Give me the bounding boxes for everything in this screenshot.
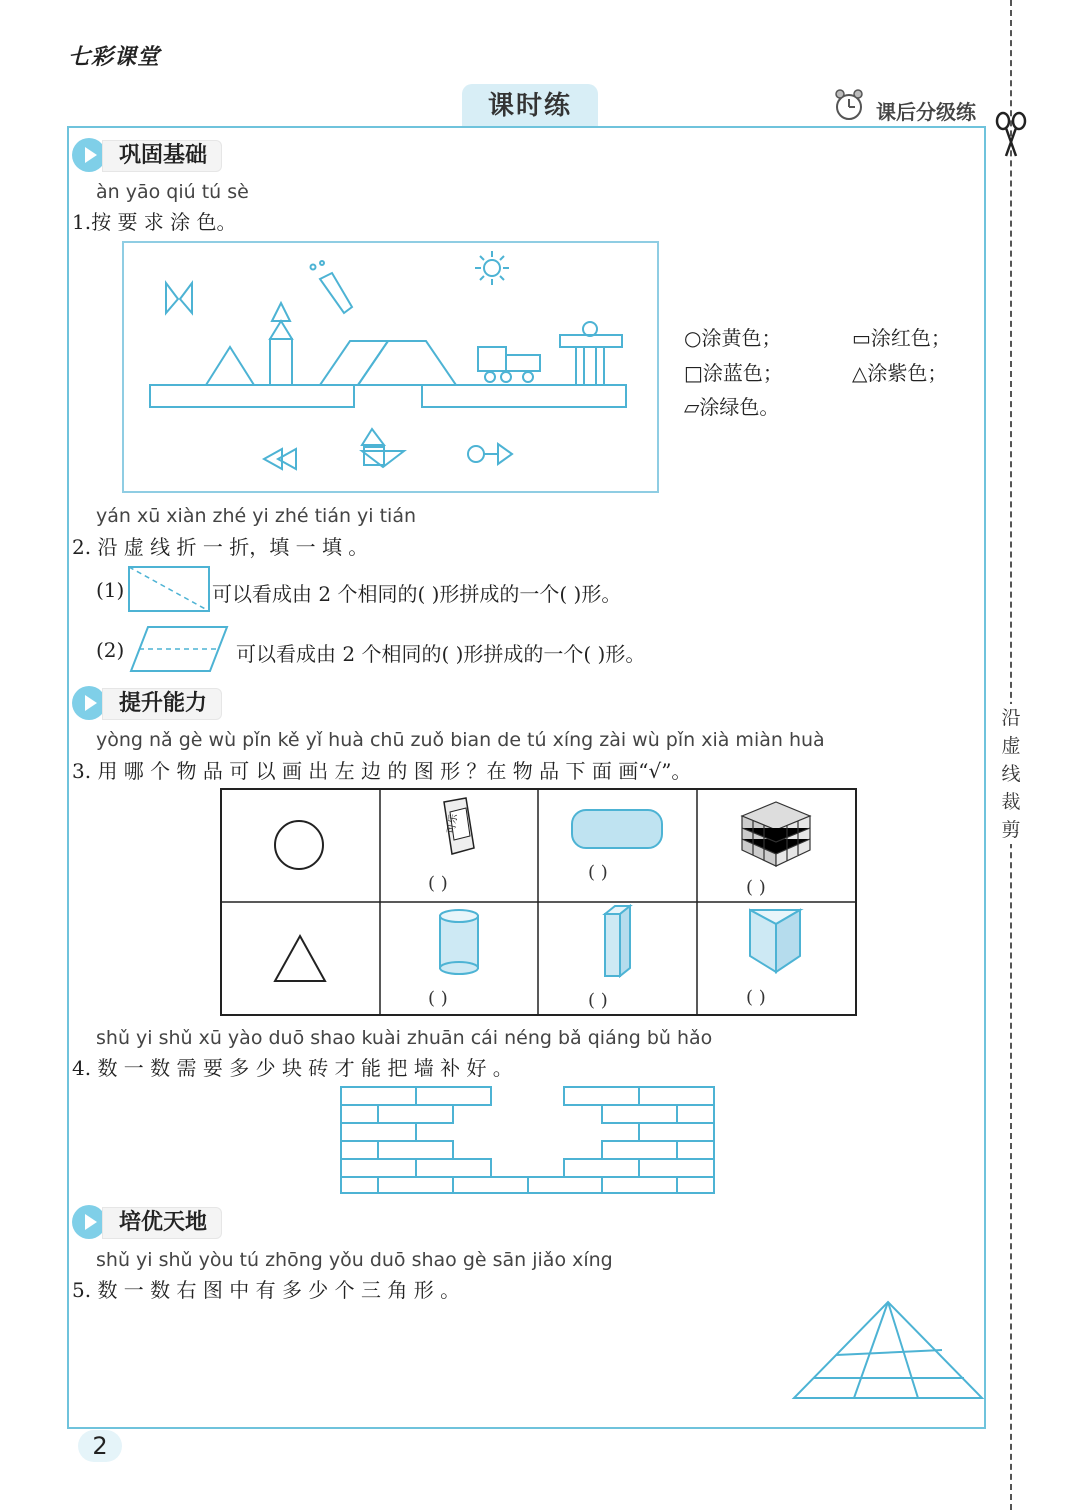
- legend-triangle-purple: △涂紫色；: [852, 361, 948, 385]
- q5-text: 5. 数 一 数 右 图 中 有 多 少 个 三 角 形 。: [72, 1278, 461, 1302]
- blank-cola[interactable]: ( ): [428, 873, 448, 894]
- blank-cube[interactable]: ( ): [746, 877, 766, 898]
- legend-circle-yellow: ○涂黄色；: [684, 326, 782, 350]
- q4-pinyin: shǔ yi shǔ xū yào duō shao kuài zhuān cái néng bǎ qiáng bǔ hǎo: [96, 1027, 713, 1049]
- page-number: 2: [78, 1430, 122, 1462]
- level-label: 课后分级练: [876, 100, 976, 124]
- cola-label: 可乐: [445, 813, 461, 835]
- prism-object: [605, 906, 630, 976]
- play-circle-icon: [72, 138, 106, 172]
- q3-table: [220, 788, 857, 1016]
- q2-parallelogram-figure: [130, 626, 228, 672]
- q2-item2-text: 可以看成由 2 个相同的( )形拼成的一个( )形。: [236, 642, 646, 666]
- page-title-tab: 课时练: [462, 84, 598, 126]
- q2-item1-text: 可以看成由 2 个相同的( )形拼成的一个( )形。: [212, 582, 622, 606]
- legend-square-blue: □涂蓝色；: [684, 361, 783, 385]
- q2-text: 2. 沿 虚 线 折 一 折，填 一 填 。: [72, 535, 369, 559]
- triangular-prism-object: [750, 910, 800, 972]
- q4-text: 4. 数 一 数 需 要 多 少 块 砖 才 能 把 墙 补 好 。: [72, 1056, 513, 1080]
- cylinder-object: [440, 910, 478, 974]
- triangle-count-figure: [792, 1300, 984, 1400]
- brick-wall-figure: [340, 1086, 715, 1194]
- section-title: 提升能力: [102, 688, 222, 720]
- section-title: 巩固基础: [102, 140, 222, 172]
- blank-triangular-prism[interactable]: ( ): [746, 987, 766, 1008]
- blank-cylinder[interactable]: ( ): [428, 988, 448, 1009]
- alarm-clock-icon: [832, 88, 866, 122]
- q5-pinyin: shǔ yi shǔ yòu tú zhōng yǒu duō shao gè sān jiǎo xíng: [96, 1249, 613, 1271]
- scissors-icon: [994, 110, 1028, 158]
- legend-parallelogram-green: ▱涂绿色。: [684, 395, 780, 419]
- q2-pinyin: yán xū xiàn zhé yi zhé tián yi tián: [96, 505, 417, 527]
- blank-eraser[interactable]: ( ): [588, 862, 608, 883]
- rubik-cube-object: [742, 802, 810, 866]
- q3-pinyin: yòng nǎ gè wù pǐn kě yǐ huà chū zuǒ bian de tú xíng zài wù pǐn xià miàn huà: [96, 729, 825, 751]
- section-improve-header: [72, 686, 242, 720]
- legend-rect-red: ▭涂红色；: [852, 326, 951, 350]
- cut-line-label: 沿虚线裁剪: [1000, 704, 1022, 844]
- target-circle-shape: [275, 821, 323, 869]
- q2-item1-number: (1): [96, 578, 125, 602]
- play-circle-icon: [72, 686, 106, 720]
- section-title: 培优天地: [102, 1207, 222, 1239]
- section-excel-header: [72, 1205, 242, 1239]
- q2-rectangle-figure: [128, 566, 210, 612]
- section-basic-header: [72, 138, 242, 172]
- q1-text: 1.按 要 求 涂 色。: [72, 210, 237, 234]
- blank-prism[interactable]: ( ): [588, 990, 608, 1011]
- q1-picture: [122, 241, 659, 493]
- target-triangle-shape: [275, 936, 325, 981]
- eraser-object: [572, 810, 662, 848]
- brand-logo: 七彩课堂: [68, 45, 161, 70]
- q2-item2-number: (2): [96, 638, 125, 662]
- play-circle-icon: [72, 1205, 106, 1239]
- q3-text: 3. 用 哪 个 物 品 可 以 画 出 左 边 的 图 形 ？在 物 品 下 面 画“√”。: [72, 759, 692, 783]
- q1-pinyin: àn yāo qiú tú sè: [96, 181, 249, 203]
